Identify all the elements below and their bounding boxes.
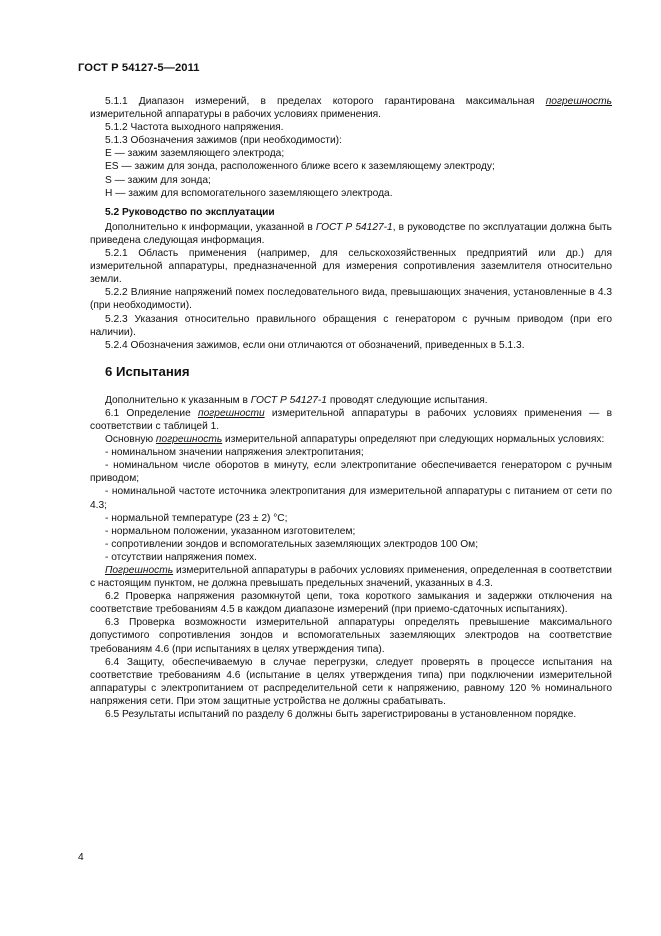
reference-gost: ГОСТ Р 54127-1 — [315, 221, 393, 233]
terminal-e: Е — зажим заземляющего электрода; — [105, 148, 285, 160]
terminal-es: ES — зажим для зонда, расположенного ближе всего к заземляющему электроду; — [105, 161, 495, 173]
paragraph-6-2: 6.2 Проверка напряжения разомкнутой цепи, тока короткого замыкания и задержки отключения на соответствие требованиям 4.5 в каждом диапазоне измерений (при приемо-сдаточных испытаниях). — [90, 591, 612, 616]
paragraph-5-2-1: 5.2.1 Область применения (например, для сельскохозяйственных предприятий или др.) для измерительной аппаратуры, предназначенной для измерения сопротивления заземлителя относительно земли. — [90, 248, 612, 286]
paragraph-5-2-4: 5.2.4 Обозначения зажимов, если они отличаются от обозначений, приведенных в 5.1.3. — [105, 339, 525, 351]
paragraph-6-5: 6.5 Результаты испытаний по разделу 6 должны быть зарегистрированы в установленном порядке. — [105, 709, 577, 721]
page-number: 4 — [78, 852, 84, 863]
condition-item: - сопротивлении зондов и вспомогательных заземляющих электродов 100 Ом; — [105, 538, 479, 550]
reference-gost: ГОСТ Р 54127-1 — [250, 394, 327, 406]
paragraph-5-2: Дополнительно к информации, указанной в ГОСТ Р 54127-1, в руководстве по эксплуатации должна быть приведена следующая информация. — [90, 221, 612, 246]
paragraph-5-2-2: 5.2.2 Влияние напряжений помех последовательного вида, превышающих значения, установленные в 4.3 (при необходимости). — [90, 287, 612, 312]
terminal-s: S — зажим для зонда; — [105, 174, 211, 186]
terminal-h: Н — зажим для вспомогательного заземляющего электрода. — [105, 187, 393, 199]
document-header: ГОСТ Р 54127-5—2011 — [78, 62, 200, 74]
term-pogreshnost: погрешность — [545, 96, 612, 107]
condition-item: - номинальной частоте источника электропитания для измерительной аппаратуры с питанием от сети по 4.3; — [90, 486, 612, 511]
paragraph-basic-error: Основную погрешность измерительной аппаратуры определяют при следующих нормальных условиях: — [105, 434, 605, 446]
paragraph-error-limit: Погрешность измерительной аппаратуры в рабочих условиях применения, определенная в соответствии с настоящим пунктом, не должна превышать предельных значений, указанных в 4.3. — [90, 565, 612, 590]
paragraph-5-2-3: 5.2.3 Указания относительно правильного обращения с генератором с ручным приводом (при его наличии). — [90, 313, 612, 338]
condition-item: - номинальном числе оборотов в минуту, если электропитание обеспечивается генератором с ручным приводом; — [90, 460, 612, 485]
term-pogreshnost: погрешности — [198, 407, 265, 419]
paragraph-6-intro: Дополнительно к указанным в ГОСТ Р 54127-1 проводят следующие испытания. — [105, 394, 488, 406]
condition-item: - нормальном положении, указанном изготовителем; — [105, 525, 356, 537]
paragraph-5-1-2: 5.1.2 Частота выходного напряжения. — [105, 122, 284, 134]
paragraph-5-1-3: 5.1.3 Обозначения зажимов (при необходимости): — [105, 135, 342, 147]
condition-item: - отсутствии напряжения помех. — [105, 551, 257, 563]
paragraph-5-1-1: 5.1.1 Диапазон измерений, в пределах которого гарантирована максимальная погрешность измерительной аппаратуры в рабочих условиях применения. — [90, 96, 612, 121]
paragraph-6-4: 6.4 Защиту, обеспечиваемую в случае перегрузки, следует проверять в процессе испытания на соответствие требованиям 4.6 (испытание в целях утверждения типа) при подключении измерительной аппаратуры с электропитанием от распределительной сети к напряжению, равному 120 % номинального напряжения сети. При этом защитные устройства не должны срабатывать. — [90, 656, 612, 707]
term-pogreshnost: погрешность — [155, 434, 223, 446]
condition-item: - номинальном значении напряжения электропитания; — [105, 447, 364, 459]
term-pogreshnost: Погрешность — [105, 565, 174, 576]
heading-section-6: 6 Испытания — [105, 363, 190, 379]
heading-5-2: 5.2 Руководство по эксплуатации — [105, 206, 275, 218]
condition-item: - нормальной температуре (23 ± 2) °С; — [105, 512, 288, 524]
document-body — [90, 95, 612, 721]
paragraph-6-1: 6.1 Определение погрешности измерительной аппаратуры в рабочих условиях применения — в соответствии с таблицей 1. — [90, 407, 612, 432]
paragraph-6-3: 6.3 Проверка возможности измерительной аппаратуры определять превышение максимального допустимого сопротивления зондов и вспомогательных заземляющих электродов на соответствие требованиям 4.6 (при испытаниях в целях утверждения типа). — [90, 617, 612, 655]
